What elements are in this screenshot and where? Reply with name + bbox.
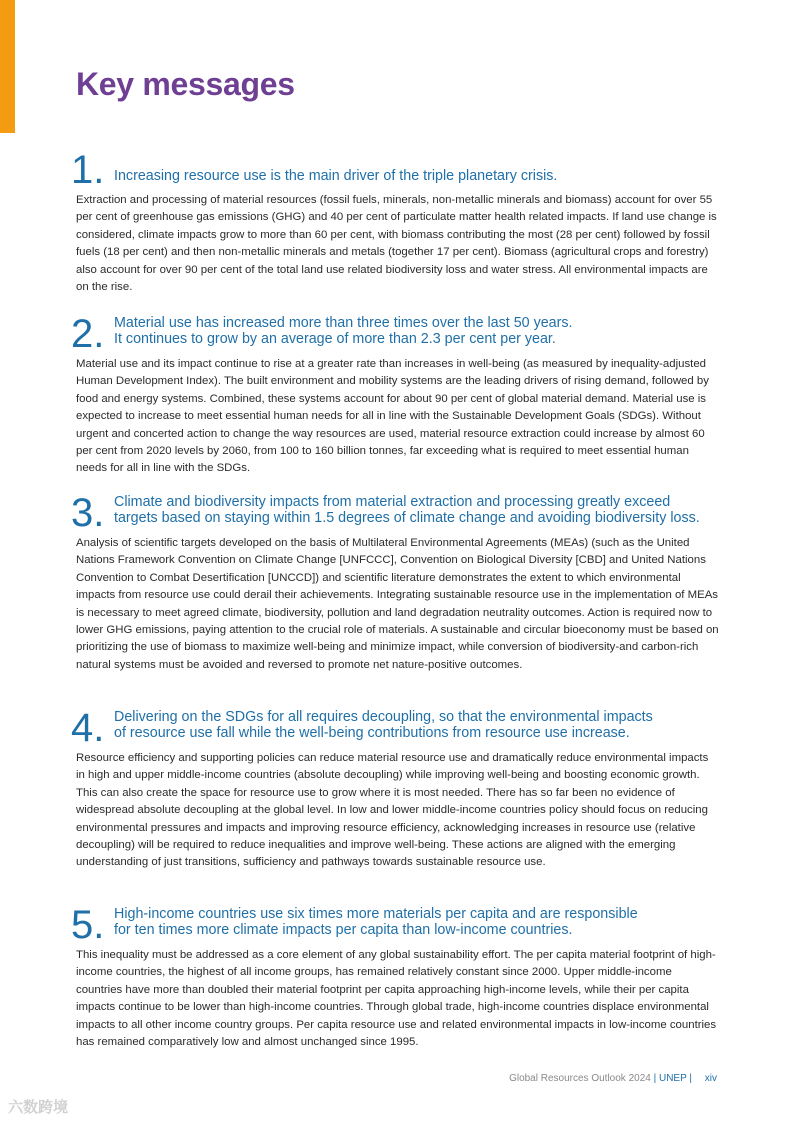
- message-header: [71, 704, 720, 750]
- key-message-2: [71, 310, 720, 478]
- message-heading: [114, 315, 573, 347]
- message-number: 1.: [71, 148, 105, 192]
- message-header: [71, 489, 720, 535]
- page-footer: [509, 1073, 717, 1084]
- key-message-1: [71, 148, 720, 296]
- message-body: Extraction and processing of material resources (fossil fuels, minerals, non-metallic minerals and biomass) account for over 55 per cent of greenhouse gas emissions (GHG) and 40 per cent of particulate matter health related impacts. If land use change is considered, climate impacts grow to more than 60 per cent, with biomass contributing the most (28 per cent) followed by fossil fuels (18 per cent) and then non-metallic minerals and metals (together 17 per cent). Biomass (agricultural crops and forestry) also account for over 90 per cent of the total land use related biodiversity loss and water stress. All environmental impacts are on the rise.: [76, 194, 717, 294]
- message-header: [71, 901, 720, 947]
- message-number: 2.: [71, 312, 105, 356]
- message-heading-line: of resource use fall while the well-being contributions from resource use increase.: [114, 725, 630, 741]
- accent-bar: [0, 0, 15, 133]
- watermark-text: 六数跨境: [8, 1099, 69, 1116]
- page-title: Key messages: [76, 66, 295, 102]
- message-heading-line: for ten times more climate impacts per capita than low-income countries.: [114, 922, 573, 938]
- message-header: [71, 310, 720, 356]
- message-heading-line: Delivering on the SDGs for all requires decoupling, so that the environmental impacts: [114, 709, 653, 725]
- page-number: xiv: [704, 1073, 717, 1084]
- message-body: Analysis of scientific targets developed on the basis of Multilateral Environmental Agreements (MEAs) (such as the United Nations Framework Convention on Climate Change [UNFCCC], Convention on Biological Diversity [CBD] and United Nations Convention to Combat Desertification [UNCCD]) and scientific literature demonstrates the extent to which environmental impacts from resource use could derail their achievements. Integrating sustainable resource use in the implementation of MEAs is necessary to meet agreed climate, biodiversity, pollution and land degradation neutrality outcomes. Action is required now to lower GHG emissions, paying attention to the crucial role of materials. A sustainable and circular bioeconomy must be based on prioritizing the use of biomass to maximize well-being and minimize impact, while conversion of biodiversity-and carbon-rich natural systems must be avoided and reversed to promote net nature-positive outcomes.: [76, 537, 719, 671]
- message-heading: [114, 709, 653, 741]
- message-body: This inequality must be addressed as a core element of any global sustainability effort. The per capita material footprint of high-income countries, the highest of all income groups, has remained relatively constant since 2000. Upper middle-income countries have more than doubled their material footprint per capita approaching high-income levels, while their per capita impacts continue to be lower than high-income countries. Through global trade, high-income countries displace environmental impacts to all other income country groups. Per capita resource use and related environmental impacts in low-income countries has remained comparatively low and almost unchanged since 1995.: [76, 949, 717, 1049]
- key-message-4: [71, 704, 720, 872]
- message-heading: [114, 906, 638, 938]
- message-heading: [114, 168, 557, 184]
- message-number: 4.: [71, 706, 105, 750]
- message-heading-line: Material use has increased more than three times over the last 50 years.: [114, 315, 573, 331]
- message-heading-line: targets based on staying within 1.5 degrees of climate change and avoiding biodiversity loss.: [114, 510, 700, 526]
- message-heading-line: It continues to grow by an average of more than 2.3 per cent per year.: [114, 331, 556, 347]
- message-heading-line: High-income countries use six times more materials per capita and are responsible: [114, 906, 638, 922]
- message-number: 3.: [71, 491, 105, 535]
- message-heading-line: Climate and biodiversity impacts from material extraction and processing greatly exceed: [114, 494, 671, 510]
- watermark: [8, 1096, 68, 1117]
- message-heading-line: Increasing resource use is the main driver of the triple planetary crisis.: [114, 168, 558, 184]
- message-header: [71, 148, 720, 192]
- footer-publication: Global Resources Outlook 2024: [509, 1073, 651, 1084]
- message-body: Resource efficiency and supporting policies can reduce material resource use and dramatically reduce environmental impacts in high and upper middle-income countries (absolute decoupling) while improving well-being and boosting economic growth. This can also create the space for resource use to grow where it is most needed. There has so far been no evidence of widespread absolute decoupling at the global level. In low and lower middle-income countries policy should focus on reducing environmental pressures and impacts and improving resource efficiency, acknowledging increases in resource use (relative decoupling) will be required to reduce inequalities and improve well-being. These actions are aligned with the emerging understanding of just transitions, sufficiency and pathways towards sustainable resource use.: [76, 752, 709, 869]
- message-heading: [114, 494, 700, 526]
- footer-org: UNEP: [658, 1073, 687, 1084]
- message-number: 5.: [71, 903, 105, 947]
- key-message-5: [71, 901, 720, 1051]
- message-body: Material use and its impact continue to rise at a greater rate than increases in well-being (as measured by inequality-adjusted Human Development Index). The built environment and mobility systems are the leading drivers of rising demand, followed by food and energy systems. Combined, these systems account for about 90 per cent of global material demand. Material use is expected to increase to meet essential human needs for all in line with the Sustainable Development Goals (SDGs). Without urgent and concerted action to change the way resources are used, material resource extraction could increase by almost 60 per cent from 2020 levels by 2060, from 100 to 160 billion tonnes, far exceeding what is required to meet essential human needs for all in line with the SDGs.: [76, 358, 709, 475]
- footer-separator: |: [689, 1073, 692, 1084]
- footer-separator: |: [653, 1073, 657, 1084]
- key-message-3: [71, 489, 720, 674]
